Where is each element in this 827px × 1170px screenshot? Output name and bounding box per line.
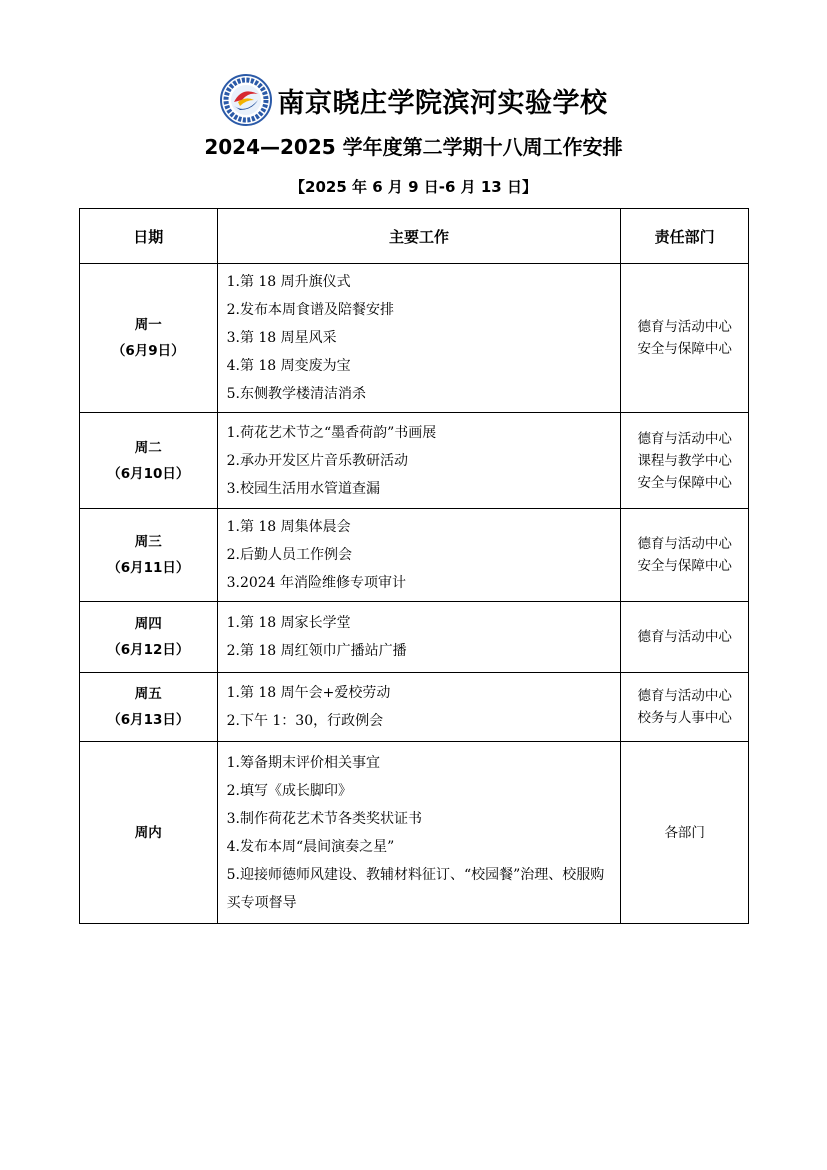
day-cell — [80, 602, 218, 673]
day-cell — [80, 509, 218, 602]
work-item: 3.2024 年消险维修专项审计 — [226, 575, 407, 591]
day-label: 周三 — [134, 534, 162, 550]
day-label: 周四 — [134, 616, 162, 632]
day-date: （6月11日） — [107, 560, 190, 576]
work-item: 2.下午 1：30，行政例会 — [226, 713, 384, 729]
dept-cell — [621, 264, 749, 413]
work-item: 1.第 18 周午会+爱校劳动 — [226, 685, 391, 701]
work-item: 4.发布本周“晨间演奏之星” — [226, 838, 395, 855]
dept-name: 安全与保障中心 — [637, 474, 732, 491]
table-header-row — [80, 209, 749, 264]
work-item: 4.第 18 周变废为宝 — [226, 358, 351, 374]
dept-name: 德育与活动中心 — [637, 319, 732, 335]
work-item: 2.填写《成长脚印》 — [226, 782, 352, 799]
work-cell — [217, 742, 621, 924]
day-date: （6月12日） — [107, 642, 190, 658]
work-item: 3.制作荷花艺术节各类奖状证书 — [226, 810, 422, 827]
dept-cell — [621, 673, 749, 742]
table-row — [80, 742, 749, 924]
table-row — [80, 673, 749, 742]
dept-cell — [621, 602, 749, 673]
dept-cell — [621, 509, 749, 602]
date-range: 【2025 年 6 月 9 日-6 月 13 日】 — [290, 178, 537, 196]
day-label: 周一 — [134, 317, 162, 333]
day-label: 周内 — [134, 824, 162, 841]
table-row — [80, 602, 749, 673]
day-label: 周五 — [134, 686, 162, 702]
dept-cell — [621, 742, 749, 924]
table-row — [80, 413, 749, 509]
work-item: 2.发布本周食谱及陪餐安排 — [226, 302, 394, 318]
work-cell — [217, 264, 621, 413]
header-date: 日期 — [80, 209, 218, 264]
dept-name: 安全与保障中心 — [637, 558, 732, 574]
day-label: 周二 — [134, 439, 162, 456]
work-item: 1.第 18 周升旗仪式 — [226, 274, 351, 290]
work-item: 1.第 18 周家长学堂 — [226, 615, 351, 631]
day-date: （6月13日） — [107, 712, 190, 728]
day-cell — [80, 673, 218, 742]
document-header — [0, 72, 827, 128]
table-row — [80, 264, 749, 413]
dept-name: 安全与保障中心 — [637, 341, 732, 357]
dept-name: 课程与教学中心 — [637, 452, 732, 469]
table-row — [80, 509, 749, 602]
work-item: 1.筹备期末评价相关事宜 — [226, 754, 380, 771]
day-cell — [80, 264, 218, 413]
work-item: 3.校园生活用水管道查漏 — [226, 480, 380, 497]
work-cell — [217, 413, 621, 509]
day-cell — [80, 413, 218, 509]
dept-cell — [621, 413, 749, 509]
header-dept: 责任部门 — [621, 209, 749, 264]
work-item: 2.承办开发区片音乐教研活动 — [226, 452, 408, 469]
dept-name: 德育与活动中心 — [637, 629, 732, 645]
school-line — [0, 72, 827, 128]
work-item: 5.东侧教学楼清洁消杀 — [226, 386, 366, 402]
work-item: 2.第 18 周红领巾广播站广播 — [226, 643, 407, 659]
header-work: 主要工作 — [217, 209, 621, 264]
dept-name: 德育与活动中心 — [637, 688, 732, 704]
school-name: 南京晓庄学院滨河实验学校 — [277, 87, 608, 119]
dept-name: 德育与活动中心 — [637, 430, 732, 447]
school-logo-icon — [220, 74, 272, 126]
work-cell — [217, 673, 621, 742]
dept-name: 各部门 — [664, 824, 705, 841]
dept-name: 校务与人事中心 — [637, 710, 732, 726]
day-cell — [80, 742, 218, 924]
work-item: 1.荷花艺术节之“墨香荷韵”书画展 — [226, 424, 437, 441]
work-cell — [217, 509, 621, 602]
work-item: 1.第 18 周集体晨会 — [226, 519, 351, 535]
work-item: 5.迎接师德师风建设、教辅材料征订、“校园餐”治理、校服购买专项督导 — [226, 866, 605, 911]
schedule-table — [79, 208, 749, 924]
work-item: 2.后勤人员工作例会 — [226, 547, 352, 563]
work-item: 3.第 18 周星风采 — [226, 330, 337, 346]
day-date: （6月10日） — [107, 465, 190, 482]
dept-name: 德育与活动中心 — [637, 536, 732, 552]
day-date: （6月9日） — [111, 343, 185, 359]
work-cell — [217, 602, 621, 673]
document-title: 2024—2025 学年度第二学期十八周工作安排 — [204, 135, 623, 159]
